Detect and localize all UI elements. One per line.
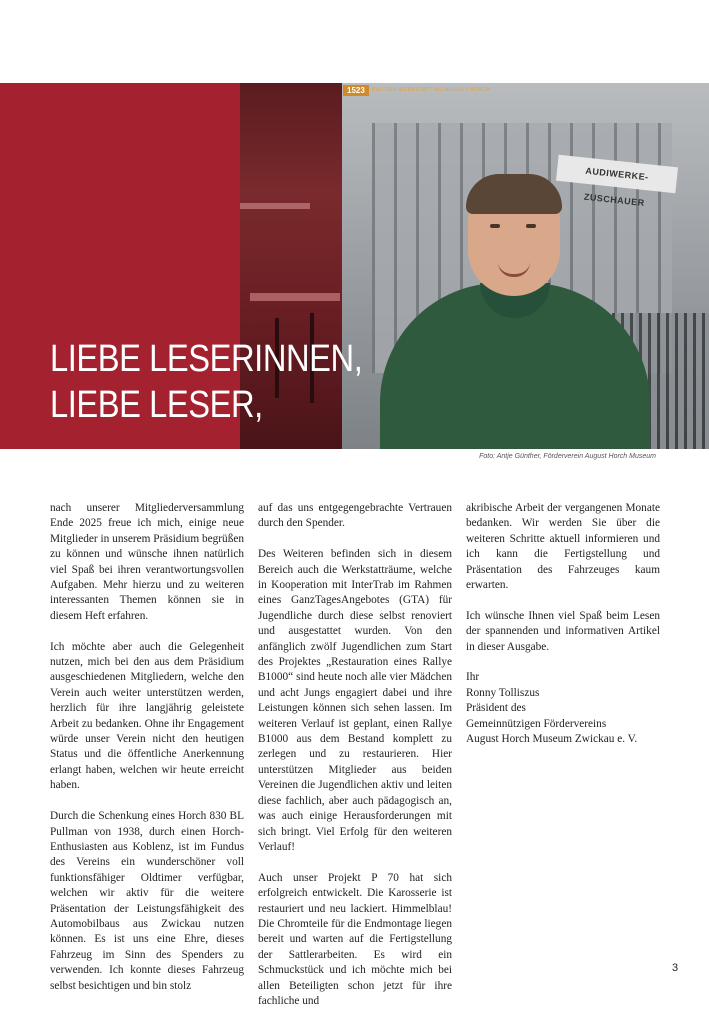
page-number: 3: [672, 962, 679, 974]
person-eye: [526, 224, 536, 228]
building-sign: AUDIWERKE-ZUSCHAUER: [556, 155, 678, 193]
year-badge: 1523: [343, 85, 369, 96]
paragraph: auf das uns entgegengebrachte Vertrauen durch den Spender.: [258, 502, 452, 530]
signature-line: Ihr: [466, 671, 480, 684]
text-column-2: [258, 501, 452, 1025]
photo-credit: Foto: Antje Günther, Förderverein August Horch Museum: [479, 453, 656, 460]
paragraph: Auch unser Projekt P 70 hat sich erfolgreich entwickelt. Die Karosserie ist restauriert und neu lackiert. Himmelblau! Die Chromteile für die Endmontage liegen bereit und warten auf die Fertigstellung der Sattlerarbeiten. Es wird ein Schmuckstück und ich möchte mich bei allen Beteiligten schon jetzt für ihre fachliche und: [258, 871, 452, 1007]
hero-banner: [0, 83, 709, 449]
person-hair: [466, 174, 562, 214]
paragraph: Ich wünsche Ihnen viel Spaß beim Lesen der spannenden und informativen Artikel in dieser Ausgabe.: [466, 609, 660, 653]
paragraph: Durch die Schenkung eines Horch 830 BL Pullman von 1938, durch einen Horch-Enthusiasten aus Koblenz, ist im Fundus des Vereins ein wunderschöner voll funktionsfähiger Oldtimer verfügbar, welchen wir aktiv für die weitere Präsentation der Leistungsfähigkeit des Automobilbaus aus Zwickau nutzen können. Es ist uns eine Ehre, dieses Fahrzeug im Sinn des Spenders zu verwenden. Ich konnte dieses Fahrzeug selbst besichtigen und bin stolz: [50, 810, 244, 992]
paragraph: nach unserer Mitgliederversammlung Ende 2025 freue ich mich, einige neue Mitglieder in unserem Präsidium begrüßen zu können und wünsche ihnen natürlich viel Spaß bei ihren verantwortungsvollen Aufgaben. Mehr hierzu und zu weiteren interessanten Themen können sie in diesem Heft erfahren.: [50, 502, 244, 622]
cafe-table: [240, 203, 310, 209]
signature-line: August Horch Museum Zwickau e. V.: [466, 733, 638, 746]
person-eye: [490, 224, 500, 228]
text-column-1: [50, 501, 244, 1009]
paragraph: akribische Arbeit der vergangenen Monate bedanken. Wir werden Sie über die weiteren Schritte aktuell informieren und ich kann die Fertigstellung und Präsentation des Fahrzeuges kaum erwarten.: [466, 502, 660, 592]
signature: [466, 670, 660, 747]
signature-line: Präsident des: [466, 702, 526, 715]
cafe-table: [250, 293, 340, 301]
title-line-2: LIEBE LESER,: [50, 384, 263, 426]
paragraph: Des Weiteren befinden sich in diesem Bereich auch die Werkstatträume, welche in Kooperation mit InterTrab im Rahmen eines GanzTagesAngebotes (GTA) für Jugendliche durch diese selbst renoviert und ausgestattet wurden. Von den anfänglich zwölf Jugendlichen zum Start des Projektes „Restauration eines Rallye B1000“ sind heute noch alle vier Mädchen und acht Jungs engagiert dabei und ihre Leistungen können sich sehen lassen. Im weiteren Verlauf ist geplant, einen Rallye B1000 aus dem Bestand komplett zu zerlegen und zu restaurieren. Hier unterstützen Mitglieder aus beiden Vereinen die Jugendlichen aktiv und leiten diese fachlich, aber auch pädagogisch an, was auch einige Herausforderungen mit sich bringt. Viel Erfolg für den weiteren Verlauf!: [258, 548, 452, 853]
page-title: [50, 336, 362, 428]
text-column-3: [466, 501, 660, 763]
year-badge-caption: BAU DER WERKSTATT BEI AUGUST HORCH: [372, 87, 491, 93]
portrait-person: [380, 178, 650, 449]
signature-line: Gemeinnützigen Fördervereins: [466, 717, 607, 730]
title-line-1: LIEBE LESERINNEN,: [50, 338, 363, 380]
paragraph: Ich möchte aber auch die Gelegenheit nutzen, mich bei den aus dem Präsidium ausgeschiedenen Mitgliedern, welche den Verein auch weiter unterstützen werden, herzlich für ihre langjährig geleistete Arbeit zu bedanken. Ohne ihr Engagement würde unser Verein nicht den heutigen Status und die öffentliche Anerkennung erlangt haben, welchen wir heute erreicht haben.: [50, 640, 244, 792]
signature-name: Ronny Tolliszus: [466, 686, 540, 699]
